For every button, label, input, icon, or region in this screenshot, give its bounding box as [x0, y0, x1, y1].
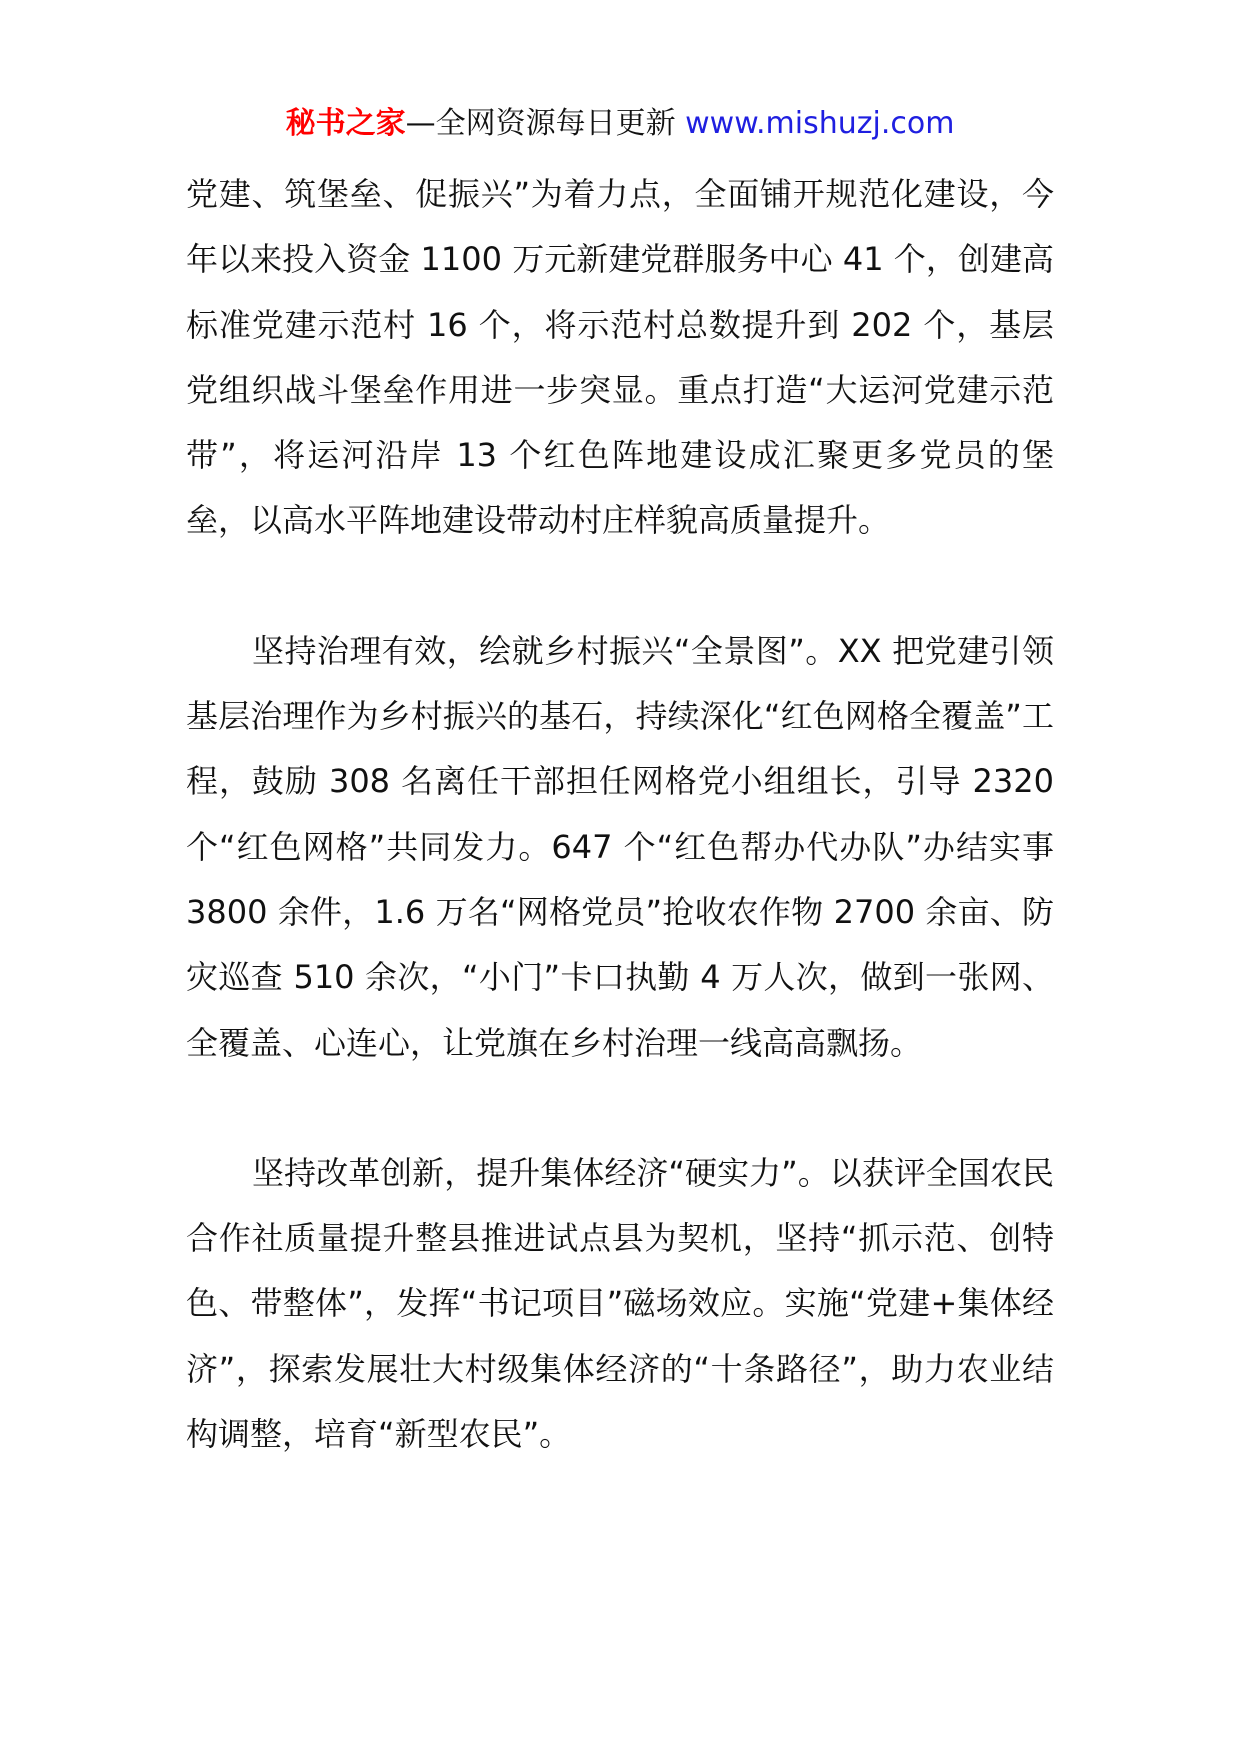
paragraph-2: 坚持治理有效，绘就乡村振兴“全景图”。XX 把党建引领基层治理作为乡村振兴的基石，持续深化“红色网格全覆盖”工程，鼓励 308 名离任干部担任网格党小组组长，引导 2320 个“红色网格”共同发力。647 个“红色帮办代办队”办结实事 3800 余件，1.6 万名“网格党员”抢收农作物 2700 余亩、防灾巡查 510 余次，“小门”卡口执勤 4 万人次，做到一张网、全覆盖、心连心，让党旗在乡村治理一线高高飘扬。: [186, 631, 1054, 1062]
paragraph-1: 党建、筑堡垒、促振兴”为着力点，全面铺开规范化建设，今年以来投入资金 1100 万元新建党群服务中心 41 个，创建高标准党建示范村 16 个，将示范村总数提升到 202 个，基层党组织战斗堡垒作用进一步突显。重点打造“大运河党建示范带”，将运河沿岸 13 个红色阵地建设成汇聚更多党员的堡垒，以高水平阵地建设带动村庄样貌高质量提升。: [186, 175, 1054, 540]
brand-name: 秘书之家: [285, 106, 406, 141]
page-header: [0, 100, 1240, 148]
document-body: [186, 162, 1054, 1532]
header-tagline: —全网资源每日更新: [405, 106, 686, 141]
site-url-link[interactable]: www.mishuzj.com: [685, 106, 955, 141]
paragraph-3: 坚持改革创新，提升集体经济“硬实力”。以获评全国农民合作社质量提升整县推进试点县为契机，坚持“抓示范、创特色、带整体”，发挥“书记项目”磁场效应。实施“党建+集体经济”，探索发展壮大村级集体经济的“十条路径”，助力农业结构调整，培育“新型农民”。: [186, 1153, 1054, 1454]
